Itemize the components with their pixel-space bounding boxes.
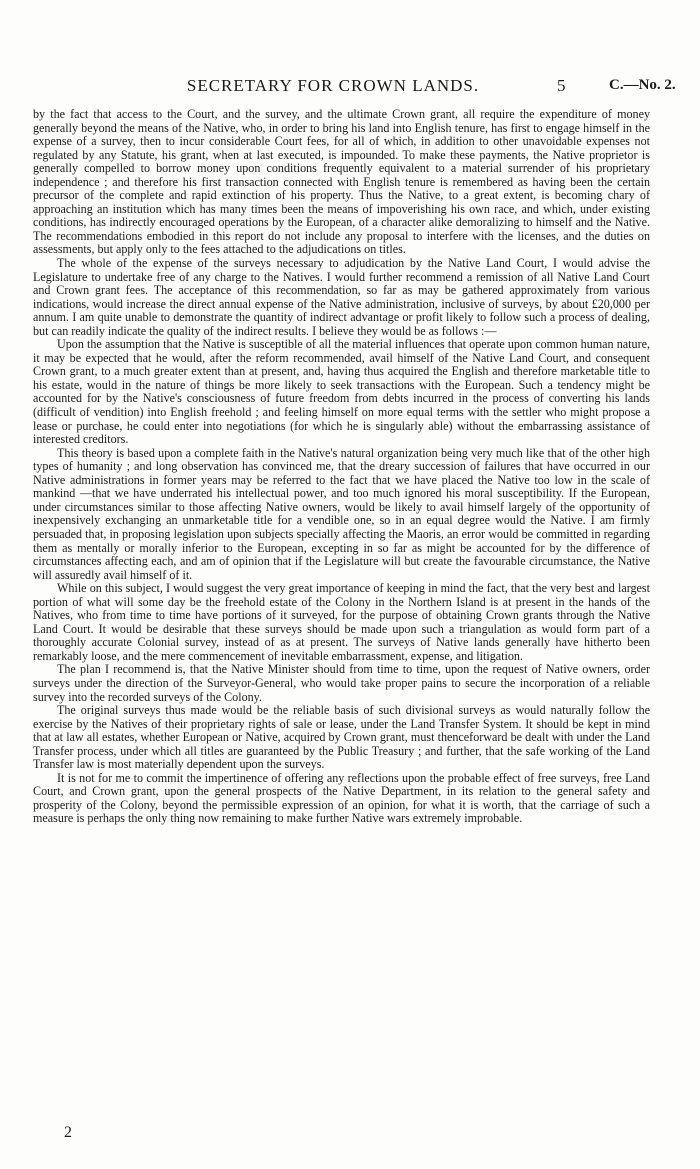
document-reference: C.—No. 2. [609,77,676,93]
paragraph: While on this subject, I would suggest the very great importance of keeping in mind the fact, that the very best and largest portion of what will some day be the freehold estate of the Colony in the Northern Island is at present in the hands of the Natives, who from time to time have portions of it surveyed, for the purpose of obtaining Crown grants through the Native Land Court. It would be desirable that these surveys should be made upon such a triangulation as would form part of a thoroughly accurate Colonial survey, instead of as at present. The surveys of Native lands generally have hitherto been remarkably loose, and the mere commencement of inevitable embarrassment, expense, and litigation. [33,581,650,663]
paragraph: The plan I recommend is, that the Native Minister should from time to time, upon the request of Native owners, order surveys under the direction of the Surveyor-General, who would take proper pains to secure the incorporation of a reliable survey into the recorded surveys of the Colony. [33,662,650,704]
body-text [33,108,650,826]
page-number: 5 [557,76,566,95]
page-header [0,76,700,100]
paragraph: This theory is based upon a complete faith in the Native's natural organization being very much like that of the other high types of humanity ; and long observation has convinced me, that the dreary succession of failures that have occurred in our Native administrations in former years may be referred to the fact that we have placed the Native too low in the scale of mankind —that we have underrated his intellectual power, and too much ignored his moral susceptibility. If the European, under circumstances similar to those affecting Native owners, would be likely to avail himself largely of the opportunity of inexpensively exchanging an unmarketable title for a vendible one, so in an equal degree would the Native. I am firmly persuaded that, in proposing legislation upon subjects specially affecting the Maoris, an error would be committed in regarding them as mentally or morally inferior to the European, excepting in so far as might be accounted for by the difference of circumstances affecting each, and am of opinion that if the Legislature will but create the favourable circumstance, the Native will assuredly avail himself of it. [33,445,650,582]
paragraph: The whole of the expense of the surveys necessary to adjudication by the Native Land Court, I would advise the Legislature to undertake free of any charge to the Natives. I would further recommend a remission of all Native Land Court and Crown grant fees. The acceptance of this recommendation, so far as may be gathered approximately from various indications, would increase the direct annual expense of the Native administration, inclusive of surveys, by about £20,000 per annum. I am quite unable to demonstrate the quantity of indirect advantage or profit likely to follow such a process of dealing, but can readily indicate the quality of the indirect results. I believe they would be as follows :— [33,256,650,338]
paragraph-continued: by the fact that access to the Court, and the survey, and the ultimate Crown grant, all require the expenditure of money generally beyond the means of the Native, who, in order to bring his land into English tenure, has first to engage himself in the expense of a survey, then to incur considerable Court fees, for all of which, in addition to other unavoidable expenses not regulated by any Statute, his grant, when at last executed, is impounded. To make these payments, the Native proprietor is generally compelled to borrow money upon conditions frequently equivalent to a material surrender of his proprietary independence ; and therefore his first transaction connected with English tenure is remembered as having been the certain precursor of the complete and rapid extinction of his property. Thus the Native, to a great extent, is becoming chary of approaching an institution which has many times been the means of impoverishing his own race, and which, under existing conditions, has indirectly encouraged operations by the European, of a character alike demoralizing to himself and the Native. The recommendations embodied in this report do not include any proposal to interfere with the licenses, and the duties on assessments, but apply only to the fees attached to the adjudications on titles. [33,107,650,257]
signature-mark: 2 [64,1124,72,1141]
paragraph: Upon the assumption that the Native is susceptible of all the material influences that operate upon common human nature, it may be expected that he would, after the reform recommended, avail himself of the Native Land Court, and consequent Crown grant, to a much greater extent than at present, and, having thus acquired the English and therefore marketable title to his estate, would in the nature of things be more likely to seek transactions with the European. Such a tendency might be accounted for by the Native's consciousness of future freedom from debts incurred in the process of converting his lands (difficult of vendition) into English freehold ; and feeling himself on more equal terms with the settler who might propose a lease or purchase, he could enter into negotiations (for which he is singularly able) without the embarrassing assistance of interested creditors. [33,337,650,447]
paragraph: It is not for me to commit the impertinence of offering any reflections upon the probable effect of free surveys, free Land Court, and Crown grant, upon the general prospects of the Native Department, in its relation to the general safety and prosperity of the Colony, beyond the permissible expression of an opinion, for what it is worth, that the carriage of such a measure is perhaps the only thing now remaining to make further Native wars extremely improbable. [33,770,650,826]
running-title: SECRETARY FOR CROWN LANDS. [186,76,480,95]
paragraph: The original surveys thus made would be the reliable basis of such divisional surveys as would naturally follow the exercise by the Natives of their proprietary rights of sale or lease, under the Land Transfer System. It should be kept in mind that at law all estates, whether European or Native, acquired by Crown grant, must thenceforward be dealt with under the Land Transfer process, under which all titles are guaranteed by the Public Treasury ; and further, that the safe working of the Land Transfer law is most materially dependent upon the surveys. [33,703,650,772]
